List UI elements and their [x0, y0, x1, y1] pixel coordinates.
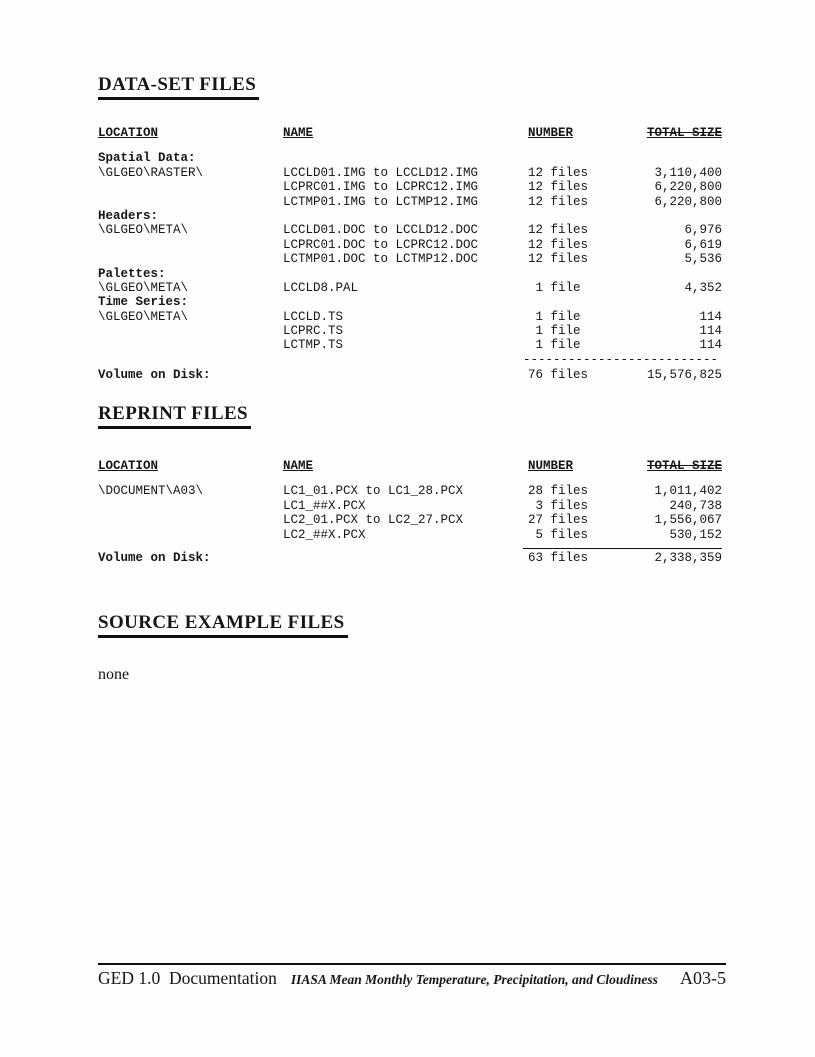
cell-number: 1 file: [528, 324, 581, 339]
cell-number: 12 files: [528, 165, 589, 180]
page-footer: [98, 963, 726, 989]
table-row: [98, 223, 724, 237]
column-header-total-size: TOTAL SIZE: [646, 126, 722, 140]
cell-number: 12 files: [528, 223, 589, 238]
cell-name: LC2_01.PCX to LC2_27.PCX: [283, 513, 464, 528]
dataset-files-table: [98, 126, 724, 382]
total-size: 2,338,359: [654, 550, 722, 565]
group-label: Time Series:: [98, 295, 189, 310]
reprint-table-header-row: [98, 459, 724, 473]
dataset-table-header-row: [98, 126, 724, 140]
total-rule: [523, 548, 722, 549]
source-example-body: none: [98, 666, 130, 683]
cell-size: 114: [699, 338, 722, 353]
table-total-row: [98, 368, 724, 382]
cell-location: \DOCUMENT\A03\: [98, 484, 204, 499]
source-example-heading: SOURCE EXAMPLE FILES: [98, 612, 348, 638]
cell-size: 5,536: [684, 252, 722, 267]
table-row: [98, 484, 724, 498]
cell-size: 114: [699, 309, 722, 324]
cell-size: 1,556,067: [654, 513, 722, 528]
column-header-number: NUMBER: [528, 126, 574, 140]
cell-name: LC1_##X.PCX: [283, 498, 366, 513]
cell-number: 12 files: [528, 180, 589, 195]
total-number: 76 files: [528, 367, 589, 382]
footer-dataset-title: IIASA Mean Monthly Temperature, Precipitation, and Cloudiness: [290, 972, 658, 987]
cell-location: \GLGEO\META\: [98, 223, 189, 238]
source-example-section: [98, 612, 724, 684]
cell-name: LCCLD01.DOC to LCCLD12.DOC: [283, 223, 479, 238]
cell-location: \GLGEO\RASTER\: [98, 165, 204, 180]
group-label: Spatial Data:: [98, 151, 196, 166]
group-label: Palettes:: [98, 266, 166, 281]
table-row: [98, 166, 724, 180]
total-label: Volume on Disk:: [98, 367, 211, 382]
table-group-row: [98, 151, 724, 165]
table-row: [98, 338, 724, 352]
cell-size: 6,220,800: [654, 180, 722, 195]
reprint-files-section: [98, 403, 724, 565]
cell-number: 27 files: [528, 513, 589, 528]
table-row: [98, 499, 724, 513]
table-total-row: [98, 551, 724, 565]
table-row: [98, 180, 724, 194]
cell-number: 5 files: [528, 527, 589, 542]
table-row: [98, 195, 724, 209]
column-header-location: LOCATION: [98, 126, 159, 140]
total-number: 63 files: [528, 550, 589, 565]
total-label: Volume on Disk:: [98, 550, 211, 565]
dashed-divider: --------------------------: [523, 352, 719, 367]
table-group-row: [98, 267, 724, 281]
cell-name: LCPRC.TS: [283, 324, 344, 339]
column-header-number: NUMBER: [528, 459, 574, 473]
cell-name: LCCLD01.IMG to LCCLD12.IMG: [283, 165, 479, 180]
cell-size: 530,152: [669, 527, 722, 542]
table-divider-row: [98, 353, 724, 367]
cell-number: 12 files: [528, 237, 589, 252]
group-label: Headers:: [98, 208, 159, 223]
cell-name: LCTMP01.IMG to LCTMP12.IMG: [283, 194, 479, 209]
footer-document-title: GED 1.0 Documentation: [98, 968, 277, 988]
total-size: 15,576,825: [646, 367, 722, 382]
cell-size: 6,976: [684, 223, 722, 238]
table-row: [98, 528, 724, 542]
table-row: [98, 281, 724, 295]
reprint-files-table: [98, 459, 724, 565]
cell-number: 1 file: [528, 280, 581, 295]
table-row: [98, 513, 724, 527]
dataset-files-section: [98, 74, 724, 382]
column-header-name: NAME: [283, 126, 314, 140]
table-row: [98, 324, 724, 338]
cell-size: 3,110,400: [654, 165, 722, 180]
column-header-location: LOCATION: [98, 459, 159, 473]
cell-size: 6,220,800: [654, 194, 722, 209]
cell-number: 3 files: [528, 498, 589, 513]
cell-size: 6,619: [684, 237, 722, 252]
cell-name: LC2_##X.PCX: [283, 527, 366, 542]
cell-size: 1,011,402: [654, 484, 722, 499]
cell-location: \GLGEO\META\: [98, 280, 189, 295]
cell-number: 1 file: [528, 338, 581, 353]
cell-name: LCPRC01.DOC to LCPRC12.DOC: [283, 237, 479, 252]
cell-name: LC1_01.PCX to LC1_28.PCX: [283, 484, 464, 499]
table-group-row: [98, 209, 724, 223]
reprint-files-heading: REPRINT FILES: [98, 403, 251, 429]
footer-page-number: A03-5: [680, 968, 726, 988]
cell-name: LCPRC01.IMG to LCPRC12.IMG: [283, 180, 479, 195]
column-header-name: NAME: [283, 459, 314, 473]
cell-number: 28 files: [528, 484, 589, 499]
cell-number: 12 files: [528, 194, 589, 209]
cell-size: 4,352: [684, 280, 722, 295]
table-row: [98, 238, 724, 252]
cell-name: LCCLD.TS: [283, 309, 344, 324]
table-row: [98, 310, 724, 324]
table-row: [98, 252, 724, 266]
cell-name: LCTMP01.DOC to LCTMP12.DOC: [283, 252, 479, 267]
cell-name: LCTMP.TS: [283, 338, 344, 353]
cell-size: 114: [699, 324, 722, 339]
column-header-total-size: TOTAL SIZE: [646, 459, 722, 473]
dataset-files-heading: DATA-SET FILES: [98, 74, 259, 100]
table-group-row: [98, 295, 724, 309]
cell-number: 1 file: [528, 309, 581, 324]
cell-name: LCCLD8.PAL: [283, 280, 359, 295]
cell-number: 12 files: [528, 252, 589, 267]
cell-location: \GLGEO\META\: [98, 309, 189, 324]
cell-size: 240,738: [669, 498, 722, 513]
